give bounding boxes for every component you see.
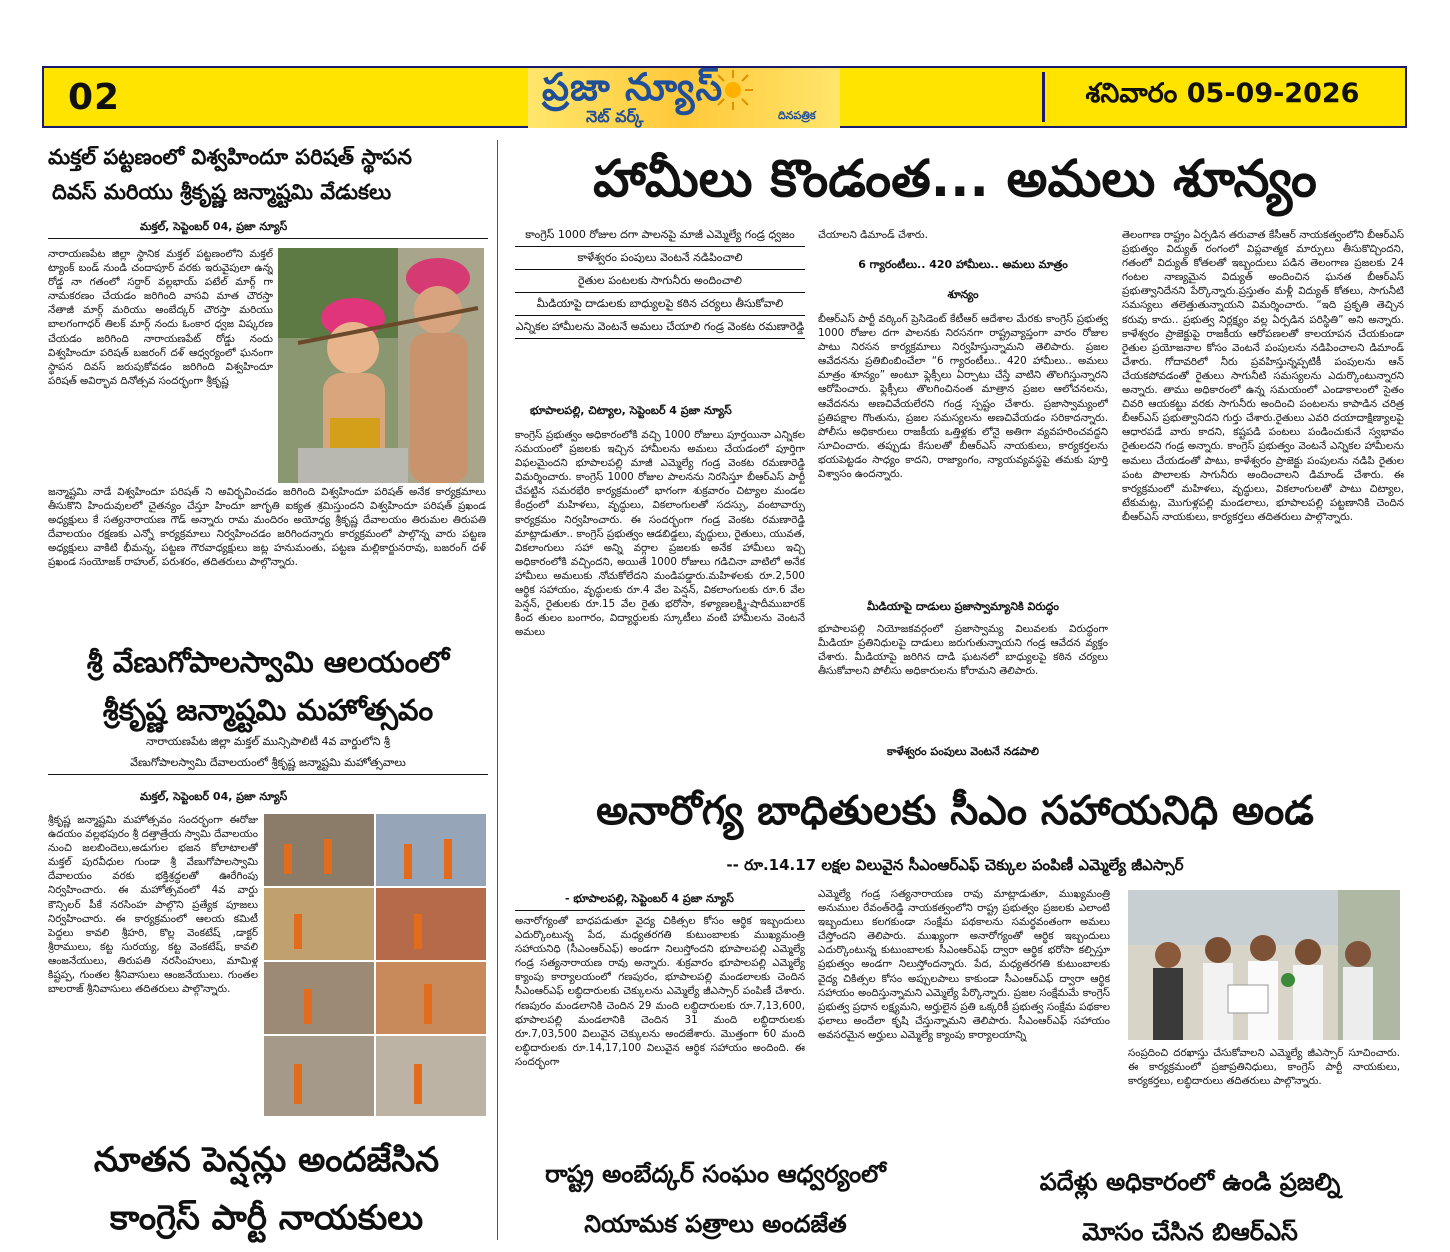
- story4-subhead: కాంగ్రెస్ 1000 రోజుల దగా పాలనపై మాజీ ఎమ్మెల్యే గండ్ర ధ్వజం: [515, 228, 805, 247]
- story3-title-line2: కాంగ్రెస్ పార్టీ నాయకులు: [109, 1198, 424, 1238]
- story5-col2: ఎమ్మెల్యే గండ్ర సత్యనారాయణ రావు మాట్లాడుతూ, ముఖ్యమంత్రి అనుముల రేవంత్‌రెడ్డి నాయకత్వంలోని రాష్ట్ర ప్రభుత్వం ప్రజలకు ఎలాంటి ఇబ్బందులు కలగకుండా సంక్షేమ పథకాలను సమర్థవంతంగా అమలు చేస్తోందని తెలిపారు. ముఖ్యంగా అనారోగ్యంతో ఆర్థిక ఇబ్బందులు ఎదుర్కొంటున్న కుటుంబాలకు సీఎంఆర్ఎఫ్ ద్వారా ఆర్థిక భరోసా కల్పిస్తూ ప్రభుత్వం అండగా నిలుస్తోందన్నారు. పేద, మధ్యతరగతి కుటుంబాలకు వైద్య చికిత్సల కోసం అప్పులపాలు కాకుండా సీఎంఆర్ఎఫ్ ద్వారా ఆర్థిక సహాయం అందిస్తున్నామని ఎమ్మెల్యే పేర్కొన్నారు. ప్రజల సంక్షేమమే కాంగ్రెస్ ప్రభుత్వ ప్రధాన లక్ష్యమని, అర్హులైన ప్రతి ఒక్కరికీ ప్రభుత్వ సంక్షేమ పథకాల ఫలాలు అందేలా కృషి చేస్తున్నామని తెలిపారు. సీఎంఆర్ఎఫ్ సహాయం అవసరమైన అర్హులు ఎమ్మెల్యే క్యాంపు కార్యాలయాన్ని: [818, 888, 1110, 1041]
- story4-col2-heading2: మీడియాపై దాడులు ప్రజాస్వామ్యానికి విరుద్ధం: [866, 600, 1060, 613]
- story5-col3: సంప్రదించి దరఖాస్తు చేసుకోవాలని ఎమ్మెల్యే జీఎస్సార్ సూచించారు. ఈ కార్యక్రమంలో ప్రజాప్రతినిధులు, కాంగ్రెస్ పార్టీ నాయకులు, కార్యకర్తలు, లబ్ధిదారులు తదితరులు పాల్గొన్నారు.: [1128, 1047, 1400, 1088]
- story6-title-line2: నియామక పత్రాలు అందజేత: [584, 1210, 847, 1238]
- story4-headline: హామీలు కొండంత... అమలు శూన్యం: [593, 150, 1317, 209]
- story2-dateline: మక్తల్, సెప్టెంబర్ 04, ప్రజా న్యూస్: [140, 790, 288, 803]
- story4-subhead: కాళేశ్వరం పంపులు వెంటనే నడిపించాలి: [515, 247, 805, 270]
- logo-tagline: దినపత్రిక: [778, 109, 816, 122]
- story5-photo: [1128, 890, 1400, 1040]
- story1-dateline: మక్తల్, సెప్టెంబర్ 04, ప్రజా న్యూస్: [140, 220, 288, 233]
- story4-col2-body2: భూపాలపల్లి నియోజకవర్గంలో ప్రజాస్వామ్య విలువలకు విరుద్ధంగా మీడియా ప్రతినిధులపై దాడులు జరుగుతున్నాయని గండ్ర ఆవేదన వ్యక్తం చేశారు. మీడియాపై జరిగిన దాడి ఘటనలో బాధ్యులపై కఠిన చర్యలు తీసుకోవాలని పోలీసు అధికారులను కోరామని తెలిపారు.: [818, 623, 1108, 678]
- story4-col2-heading: 6 గ్యారంటీలు.. 420 హామీలు.. అమలు మాత్రం: [858, 258, 1068, 271]
- story5-subhead: -- రూ.14.17 లక్షల విలువైన సీఎంఆర్ఎఫ్ చెక్కుల పంపిణీ ఎమ్మెల్యే జీఎస్సార్: [726, 856, 1184, 874]
- story3-title-line1: నూతన పెన్షన్లు అందజేసిన: [93, 1140, 440, 1180]
- divider: [48, 774, 488, 775]
- story5-col1: అనారోగ్యంతో బాధపడుతూ వైద్య చికిత్సల కోసం ఆర్థిక ఇబ్బందులు ఎదుర్కొంటున్న పేద, మధ్యతరగతి కుటుంబాలకు ముఖ్యమంత్రి సహాయనిధి (సీఎంఆర్ఎఫ్) అండగా నిలుస్తోందని భూపాలపల్లి ఎమ్మెల్యే గండ్ర సత్యనారాయణ రావు అన్నారు. శుక్రవారం భూపాలపల్లి ఎమ్మెల్యే క్యాంపు కార్యాలయంలో గణపురం, భూపాలపల్లి మండలాలకు చెందిన సీఎంఆర్ఎఫ్ లబ్ధిదారులకు చెక్కులను ఎమ్మెల్యే జీఎస్సార్ పంపిణీ చేశారు. గణపురం మండలానికి చెందిన 29 మంది లబ్ధిదారులకు రూ.7,13,600, భూపాలపల్లి మండలానికి చెందిన 31 మంది లబ్ధిదారులకు రూ.7,03,500 విలువైన చెక్కులను అందజేశారు. మొత్తంగా 60 మంది లబ్ధిదారులకు రూ.14,17,100 విలువైన ఆర్థిక సహాయం అందింది. ఈ సందర్భంగా: [515, 915, 805, 1068]
- story4-subheads: [515, 228, 805, 339]
- children-krishna-photo: [278, 248, 484, 483]
- story4-subhead: ఎన్నికల హామీలను వెంటనే అమలు చేయాలి గండ్ర వెంకట రమణారెడ్డి: [515, 316, 805, 339]
- story1-title-line2: దివస్ మరియు శ్రీకృష్ణ జన్మాష్టమి వేడుకలు: [52, 180, 392, 204]
- logo-subtitle: నెట్ వర్క్: [586, 107, 644, 126]
- story2-title-line1: శ్రీ వేణుగోపాలస్వామి ఆలయంలో: [86, 645, 450, 679]
- cheque-distribution-photo: [1128, 890, 1400, 1040]
- story1-photo: [278, 248, 484, 483]
- newspaper-logo: [528, 68, 840, 128]
- story7-title-line2: మోసం చేసిన బిఆర్ఎస్: [1082, 1218, 1298, 1246]
- page-number: 02: [44, 68, 144, 126]
- story1-body-narrow: నారాయణపేట జిల్లా స్థానిక మక్తల్ పట్టణంలోని మక్తల్ ట్యాంక్ బండ్ నుండి చందాపూర్ వరకు ఇరువైపులా ఉన్న రోడ్డ నా గతంలో సర్దార్ వల్లభాయ్ పటేల్ మార్గ్ గా నామకరణం చేయడం జరిగింది వాసవి మాత చౌరస్తా నేతాజీ మార్గ్ మరియు అంబేద్కర్ చౌరస్తా మరియు బాలగంగాధర్ తిలక్ మార్గ్ నందు ఓంకార ధ్వజ విష్కరణ చేయడం జరిగింది నారాయణపేట్ రోడ్డు నందు విశ్వహిందూ పరిషత్ బజరంగ్ దళ్ ఆధ్వర్యంలో ఘనంగా స్థాపన దివస్ జరుపుకోవడం జరిగింది విశ్వహిందూ పరిషత్ అవిర్భావ దినోత్సవ సందర్భంగా శ్రీకృష్ణ: [48, 248, 273, 387]
- divider: [515, 910, 805, 911]
- column-divider: [497, 140, 498, 1240]
- story2-subtitle-line2: వేణుగోపాలస్వామి దేవాలయంలో శ్రీకృష్ణ జన్మాష్టమి మహోత్సవాలు: [130, 756, 406, 769]
- story1-body-wide: జన్మాష్టమి నాడే విశ్వహిందూ పరిషత్ ని అవిర్భవించడం జరిగింది విశ్వహిందూ పరిషత్ అనేక కార్యక్రమాలు తీసుకొని హిందువులలో చైతన్యం చేస్తూ హిందూ జాగృతి ఐక్యత శ్రమిస్తుందని విశ్వహిందూ పరిషత్ ప్రఖండ అధ్యక్షులు కే సత్యనారాయణ గౌడ్ అన్నారు రామ మందిరం అయోధ్య శ్రీకృష్ణ దేవాలయం తిరుమల తిరుపతి దేవాలయం రక్షణకు ఎన్నో కార్యక్రమాలు నిర్వహించడం జరిగిందన్నారు కార్యక్రమంలో పాల్గొన్న వారు పట్టణ అధ్యక్షులు వాకిటి భీమన్న, పట్టణ గౌరవాధ్యక్షులు జట్ల హనుమంతు, పట్టణ మల్లికార్జునరావు, బజరంగ్ దళ్ ప్రఖండ సంయోజక్ రాహుల్, పరుశరం, తదితరులు పాల్గొన్నారు.: [48, 486, 486, 569]
- logo-title: ప్రజా న్యూస్: [542, 68, 724, 109]
- story2-subtitle-line1: నారాయణపేట జిల్లా మక్తల్ మున్సిపాలిటీ 4వ వార్డులోని శ్రీ: [146, 735, 390, 748]
- temple-procession-photos: [264, 814, 486, 1116]
- story4-col2-heading-cont: శూన్యం: [947, 288, 979, 301]
- story4-col3: తెలంగాణ రాష్ట్రం ఏర్పడిన తరువాత కేసీఆర్ నాయకత్వంలోని బీఆర్ఎస్ ప్రభుత్వం విద్యుత్ రంగంలో విప్లవాత్మక మార్పులు తీసుకొచ్చిందని, గతంలో విద్యుత్ కోతలతో ఇబ్బందులు పడిన తెలంగాణ ప్రజలకు 24 గంటల నాణ్యమైన విద్యుత్ అందించిన ఘనత బీఆర్ఎస్ ప్రభుత్వానిదేనని పేర్కొన్నారు.ప్రస్తుతం మళ్లీ విద్యుత్ కోతలు, సాగునీటి సమస్యలు తలెత్తుతున్నాయని విమర్శించారు. “ఇది ప్రకృతి తెచ్చిన కరువు కాదు.. ప్రభుత్వ నిర్లక్ష్యం వల్ల ఏర్పడిన పరిస్థితి” అని అన్నారు. కాళేశ్వరం ప్రాజెక్టుపై రాజకీయ ఆరోపణలతో కాలయాపన చేయకుండా రైతుల ప్రయోజనాల కోసం వెంటనే పంపులను నడిపించాలని డిమాండ్ చేశారు. గోదావరిలో నీరు ప్రవహిస్తున్నప్పటికీ పంపులను ఆన్ చేయకపోవడంతో రైతులు సాగునీటి సమస్యలను ఎదుర్కొంటున్నారని అన్నారు. తాము అధికారంలో ఉన్న సమయంలో ఎండాకాలంలో సైతం చివరి ఆయకట్టు వరకు సాగునీరు అందించి పంటలను కాపాడిన చరిత్ర బీఆర్ఎస్ ప్రభుత్వానిదని గుర్తు చేశారు.రైతులు ఎవరి దయాదాక్షిణ్యాలపై ఆధారపడే వారు కాదని, కష్టపడి పంటలు పండించుకునే స్వభావం రైతులదని గండ్ర అన్నారు. కాంగ్రెస్ ప్రభుత్వం వెంటనే ఎన్నికల హామీలను అమలు చేయడంతో పాటు, కాళేశ్వరం ప్రాజెక్టు పంపులను నడిపి రైతుల పంట పొలాలకు సాగునీరు అందించాలని డిమాండ్ చేశారు. ఈ కార్యక్రమంలో మహిళలు, వృద్ధులు, వికలాంగులతో పాటు చిట్యాల, టేకుమట్ల, మొగుళ్లపల్లి మండలాలు, భూపాలపల్లి పట్టణానికి చెందిన బీఆర్ఎస్ నాయకులు, కార్యకర్తలు తదితరులు పాల్గొన్నారు.: [1122, 229, 1404, 523]
- story2-title-line2: శ్రీకృష్ణ జన్మాష్టమి మహోత్సవం: [102, 693, 434, 727]
- story6-title-line1: రాష్ట్ర అంబేద్కర్ సంఘం ఆధ్వర్యంలో: [545, 1160, 886, 1188]
- story4-col2-intro: చేయాలని డిమాండ్ చేశారు.: [818, 229, 928, 241]
- story4-subhead: రైతుల పంటలకు సాగునీరు అందించాలి: [515, 270, 805, 293]
- story2-photo-collage: [264, 814, 486, 1116]
- story1-title-line1: మక్తల్ పట్టణంలో విశ్వహిందూ పరిషత్ స్థాపన: [48, 145, 412, 169]
- issue-date: శనివారం 05-09-2026: [1042, 72, 1400, 122]
- story4-col1: కాంగ్రెస్ ప్రభుత్వం అధికారంలోకి వచ్చి 1000 రోజులు పూర్తయినా ఎన్నికల సమయంలో ప్రజలకు ఇచ్చిన హామీలను అమలు చేయడంలో పూర్తిగా విఫలమైందని భూపాలపల్లి మాజీ ఎమ్మెల్యే గండ్ర వెంకట రమణారెడ్డి విమర్శించారు. కాంగ్రెస్ 1000 రోజుల పాలనను నిరసిస్తూ బీఆర్ఎస్ పార్టీ చేపట్టిన సమరభేరి కార్యక్రమంలో భాగంగా శుక్రవారం చిట్యాల మండల కేంద్రంలో మహిళలు, వృద్ధులు, వికలాంగులతో సదస్సు, వంటావార్పు కార్యక్రమం నిర్వహించారు. ఈ సందర్భంగా గండ్ర వెంకట రమణారెడ్డి మాట్లాడుతూ.. కాంగ్రెస్ ప్రభుత్వం ఆడబిడ్డలు, వృద్ధులు, రైతులు, యువత, వికలాంగులు సహా అన్ని వర్గాల ప్రజలకు అనేక హామీలు ఇచ్చి అధికారంలోకి వచ్చిందని, అయితే 1000 రోజులు గడిచినా వాటిలో అనేక హామీలు అమలుకు నోచుకోలేదని మండిపడ్డారు.మహిళలకు రూ.2,500 ఆర్థిక సహాయం, వృద్ధులకు రూ.4 వేల పెన్షన్, వికలాంగులకు రూ.6 వేల పెన్షన్, రైతులకు రూ.15 వేల రైతు భరోసా, కళ్యాణలక్ష్మి-షాదీముబారక్ కింద తులం బంగారం, విద్యార్థులకు స్కూటీలు వంటి హామీలను వెంటనే అమలు: [515, 429, 805, 639]
- story4-col2-body: బీఆర్ఎస్ పార్టీ వర్కింగ్ ప్రెసిడెంట్ కేటీఆర్ ఆదేశాల మేరకు కాంగ్రెస్ ప్రభుత్వ 1000 రోజుల దగా పాలనకు నిరసనగా రాష్ట్రవ్యాప్తంగా వారం రోజుల పాటు నిరసన కార్యక్రమాలు నిర్వహిస్తున్నామని తెలిపారు. ప్రజల ఆవేదనను ప్రతిబింబించేలా “6 గ్యారంటీలు.. 420 హామీలు.. అమలు మాత్రం శూన్యం” అంటూ ఫ్లెక్సీలు ఏర్పాటు చేస్తే వాటిని తొలగిస్తున్నారని ఆరోపించారు. ఫ్లెక్సీలు తొలగించినంత మాత్రాన ప్రజల ఆలోచనలను, ఆవేదనను అణచివేయలేరని గండ్ర స్పష్టం చేశారు. ప్రజాస్వామ్యంలో ప్రతిపక్షాల గొంతును, ప్రజల సమస్యలను అణచివేయడం సరికాదన్నారు. పోలీసు అధికారులు రాజకీయ ఒత్తిళ్లకు లోనై అతిగా వ్యవహరించవద్దని సూచించారు. తప్పుడు కేసులతో బీఆర్ఎస్ నాయకులు, కార్యకర్తలను భయపెట్టడం సాధ్యం కాదని, రాజ్యాంగం, న్యాయవ్యవస్థపై తమకు పూర్తి విశ్వాసం ఉందన్నారు.: [818, 313, 1108, 481]
- story2-body: శ్రీకృష్ణ జన్మాష్టమి మహోత్సవం సందర్భంగా ఈరోజు ఉదయం వల్లభపురం శ్రీ దత్తాత్రేయ స్వామి దేవాలయం నుంచి జలబిందెలు,అడుగుల భజన కోలాటాలతో మక్తల్ పురవీధుల గుండా శ్రీ వేణుగోపాలస్వామి దేవాలయం వరకు భక్తిశ్రద్ధలతో ఊరేగింపు నిర్వహించారు. ఈ మహోత్సవంలో 4వ వార్డు కౌన్సిలర్ పీకే నరసింహ పాల్గొని ప్రత్యేక పూజలు నిర్వహించారు. ఈ కార్యక్రమంలో ఆలయ కమిటీ పెద్దలు కావలి శ్రీహరి, కొల్ల వెంకటేష్ ,డాక్టర్ శ్రీరాములు, కట్ట సురయ్య, కట్ట వెంకటేష్, కావలి ఆంజనేయులు, తిరుపతి నరసింహులు, మామిళ్ల కిష్టప్ప, గుంతల శ్రీనివాసులు ఆంజనేయులు. గుంతల బాలరాజ్ శ్రీనివాసులు తదితరులు పాల్గొన్నారు.: [48, 814, 258, 996]
- story5-dateline: - భూపాలపల్లి, సెప్టెంబర్ 4 ప్రజా న్యూస్: [565, 892, 734, 905]
- divider: [48, 238, 488, 239]
- story4-col2-heading3: కాళేశ్వరం పంపులు వెంటనే నడపాలి: [887, 745, 1039, 758]
- story4-dateline: భూపాలపల్లి, చిట్యాల, సెప్టెంబర్ 4 ప్రజా న్యూస్: [530, 404, 732, 417]
- story7-title-line1: పదేళ్లు అధికారంలో ఉండి ప్రజల్ని: [1039, 1168, 1341, 1196]
- story5-headline: అనారోగ్య బాధితులకు సీఎం సహాయనిధి అండ: [596, 788, 1314, 834]
- story4-subhead: మీడియాపై దాడులకు బాధ్యులపై కఠిన చర్యలు తీసుకోవాలి: [515, 293, 805, 316]
